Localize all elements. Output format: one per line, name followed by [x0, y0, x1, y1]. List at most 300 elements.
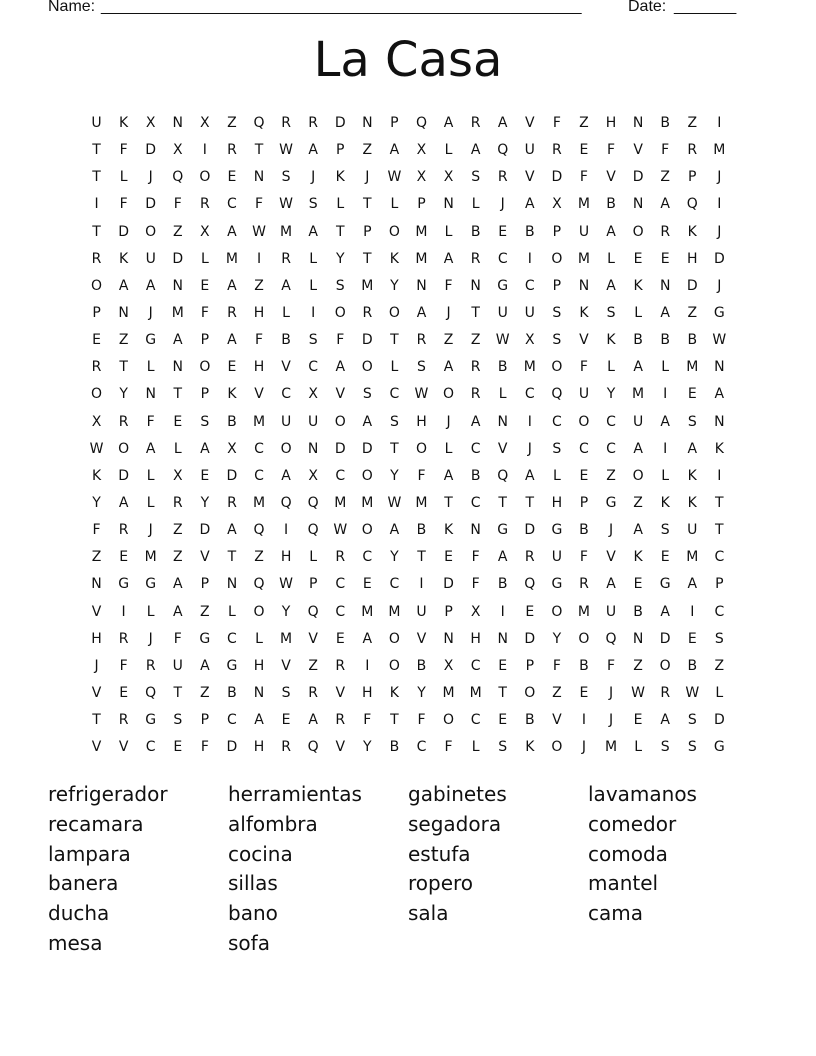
grid-letter: E [200, 277, 210, 294]
grid-letter: S [417, 359, 426, 376]
grid-letter: E [687, 630, 697, 647]
grid-letter: C [579, 440, 589, 457]
grid-letter: V [335, 739, 346, 756]
word-bank-item: lampara [48, 841, 131, 866]
grid-letter: D [361, 332, 373, 349]
grid-letter: F [606, 657, 616, 674]
grid-letter: Z [200, 684, 210, 701]
grid-letter: B [606, 196, 616, 213]
grid-letter: B [389, 739, 400, 756]
grid-letter: P [200, 712, 210, 729]
grid-letter: B [281, 332, 291, 349]
grid-letter: L [634, 739, 642, 756]
grid-row [83, 626, 733, 653]
grid-letter: W [279, 142, 293, 159]
grid-letter: X [227, 440, 237, 457]
grid-letter: A [443, 359, 454, 376]
grid-letter: T [227, 549, 237, 566]
grid-letter: D [226, 739, 238, 756]
grid-letter: A [172, 603, 183, 620]
grid-letter: R [497, 169, 508, 186]
grid-letter: E [362, 576, 372, 593]
grid-letter: W [631, 684, 646, 701]
grid-letter: L [390, 196, 399, 213]
word-bank-item: gabinetes [408, 782, 507, 806]
grid-letter: A [118, 277, 129, 294]
grid-letter: A [308, 223, 318, 240]
grid-letter: W [333, 522, 348, 539]
grid-letter: J [446, 413, 451, 430]
grid-letter: B [660, 332, 670, 349]
grid-row [83, 273, 733, 300]
grid-letter: C [389, 386, 400, 403]
grid-letter: D [686, 277, 698, 294]
grid-letter: G [145, 332, 157, 349]
grid-letter: B [227, 413, 237, 430]
word-bank-item: sofa [228, 930, 270, 955]
word-bank-item: ducha [48, 901, 110, 926]
grid-letter: B [524, 223, 535, 240]
grid-letter: U [578, 386, 590, 403]
grid-letter: A [660, 603, 670, 620]
word-bank-item: sala [408, 901, 449, 926]
grid-letter: A [660, 413, 670, 430]
grid-letter: L [200, 250, 209, 267]
grid-letter: C [281, 386, 291, 403]
grid-letter: C [362, 549, 373, 566]
grid-letter: N [172, 359, 184, 376]
grid-letter: A [281, 277, 291, 294]
grid-letter: A [497, 115, 508, 131]
grid-letter: M [686, 359, 699, 376]
grid-letter: C [497, 250, 508, 267]
grid-letter: I [121, 603, 126, 620]
grid-letter: E [687, 386, 697, 403]
grid-letter: R [91, 250, 102, 267]
grid-letter: C [335, 576, 346, 593]
grid-letter: V [254, 386, 264, 403]
grid-row [83, 653, 733, 680]
grid-letter: O [361, 522, 373, 539]
grid-letter: K [579, 304, 589, 321]
grid-letter: J [94, 657, 99, 674]
grid-letter: V [281, 359, 291, 376]
grid-letter: F [552, 657, 561, 674]
grid-letter: B [633, 332, 643, 349]
grid-letter: C [335, 603, 346, 620]
grid-letter: M [415, 494, 428, 511]
grid-letter: L [146, 603, 155, 620]
word-bank-item: alfombra [228, 811, 318, 836]
grid-letter: A [660, 304, 670, 321]
grid-letter: M [144, 549, 157, 566]
grid-letter: L [282, 304, 290, 321]
grid-letter: D [524, 522, 536, 539]
grid-letter: X [416, 169, 427, 186]
grid-letter: J [148, 522, 153, 539]
grid-letter: N [416, 277, 427, 294]
grid-letter: M [523, 359, 536, 376]
grid-letter: H [416, 413, 427, 430]
grid-letter: K [119, 250, 129, 267]
grid-letter: K [687, 494, 697, 511]
grid-row [83, 137, 733, 164]
grid-letter: R [416, 332, 427, 349]
grid-letter: J [148, 169, 153, 186]
grid-letter: A [308, 142, 318, 159]
grid-letter: O [145, 223, 157, 240]
word-bank-item: recamara [48, 811, 144, 836]
grid-letter: E [660, 250, 670, 267]
grid-letter: O [659, 657, 671, 674]
grid-letter: E [633, 712, 643, 729]
grid-letter: G [199, 630, 211, 647]
grid-letter: A [470, 142, 481, 159]
grid-letter: E [444, 549, 453, 566]
grid-letter: O [361, 467, 373, 484]
grid-row [83, 517, 733, 544]
grid-letter: S [389, 413, 399, 430]
grid-letter: E [173, 739, 183, 756]
grid-letter: I [690, 603, 695, 620]
grid-letter: F [119, 142, 128, 159]
grid-letter: O [91, 386, 103, 403]
grid-letter: M [442, 684, 455, 701]
grid-letter: Y [390, 277, 399, 294]
grid-letter: L [309, 250, 318, 267]
grid-letter: D [145, 142, 157, 159]
grid-row [83, 381, 733, 408]
grid-letter: I [663, 386, 668, 403]
grid-letter: F [579, 549, 588, 566]
grid-letter: G [145, 712, 157, 729]
grid-letter: Q [605, 630, 617, 647]
grid-letter: I [500, 603, 505, 620]
grid-letter: A [470, 413, 481, 430]
grid-letter: T [92, 169, 101, 186]
grid-letter: X [308, 467, 318, 484]
grid-letter: T [173, 684, 183, 701]
grid-letter: T [363, 250, 372, 267]
grid-letter: K [91, 467, 102, 484]
grid-letter: L [607, 250, 615, 267]
word-bank-item: sillas [228, 871, 278, 896]
grid-letter: D [632, 169, 644, 186]
word-bank-item: cocina [228, 841, 293, 866]
grid-letter: Q [307, 494, 319, 511]
grid-letter: U [687, 522, 698, 539]
grid-letter: M [415, 223, 428, 240]
grid-letter: S [687, 413, 697, 430]
grid-letter: A [443, 467, 454, 484]
grid-letter: V [579, 332, 589, 349]
grid-letter: O [199, 359, 211, 376]
grid-letter: O [443, 712, 455, 729]
grid-letter: O [443, 386, 455, 403]
grid-letter: R [172, 494, 183, 511]
word-bank-item: estufa [408, 841, 471, 866]
grid-letter: C [606, 440, 616, 457]
grid-letter: U [551, 549, 562, 566]
grid-letter: W [685, 684, 700, 701]
word-bank-item: bano [228, 901, 278, 926]
grid-letter: S [552, 440, 562, 457]
grid-letter: M [577, 603, 590, 620]
grid-letter: F [254, 332, 264, 349]
grid-letter: Z [443, 332, 454, 349]
grid-letter: L [471, 196, 480, 213]
grid-letter: V [91, 684, 102, 701]
grid-letter: E [200, 467, 210, 484]
grid-letter: J [148, 304, 153, 321]
grid-letter: A [172, 332, 183, 349]
grid-letter: T [444, 494, 453, 511]
grid-letter: T [92, 142, 101, 159]
grid-letter: E [335, 630, 345, 647]
grid-letter: J [311, 169, 316, 186]
grid-row [83, 110, 733, 137]
grid-letter: H [91, 630, 102, 647]
grid-letter: N [632, 630, 644, 647]
grid-letter: T [92, 712, 101, 729]
grid-letter: Z [200, 603, 210, 620]
grid-letter: J [608, 684, 614, 701]
grid-letter: N [497, 413, 508, 430]
word-bank-column [408, 780, 588, 929]
grid-letter: X [200, 223, 210, 240]
grid-letter: N [443, 630, 454, 647]
grid-letter: C [416, 739, 427, 756]
grid-letter: N [307, 440, 319, 457]
grid-letter: K [119, 115, 129, 131]
grid-row [83, 409, 733, 436]
grid-letter: E [579, 467, 589, 484]
grid-letter: M [280, 223, 293, 240]
grid-letter: Z [579, 115, 589, 131]
grid-letter: D [145, 196, 157, 213]
grid-letter: K [633, 549, 643, 566]
grid-letter: Z [606, 467, 616, 484]
grid-letter: B [416, 522, 427, 539]
grid-letter: Y [552, 630, 562, 647]
grid-letter: K [335, 169, 345, 186]
grid-letter: K [687, 223, 697, 240]
name-line: ______________________________________________________ [101, 0, 582, 15]
grid-letter: P [552, 223, 562, 240]
word-bank-item: lavamanos [588, 782, 697, 806]
grid-letter: C [714, 603, 725, 620]
grid-letter: N [714, 413, 725, 430]
grid-row [83, 680, 733, 707]
grid-letter: A [606, 277, 616, 294]
grid-letter: J [527, 440, 532, 457]
grid-letter: B [416, 657, 427, 674]
grid-letter: Z [172, 223, 183, 240]
grid-letter: R [335, 657, 346, 674]
grid-letter: Q [307, 522, 319, 539]
grid-letter: J [717, 277, 722, 294]
grid-letter: C [335, 467, 346, 484]
grid-letter: F [173, 196, 182, 213]
grid-letter: Q [524, 576, 536, 593]
grid-letter: H [605, 115, 617, 131]
grid-letter: Q [415, 115, 427, 131]
grid-letter: H [470, 630, 481, 647]
grid-letter: N [470, 277, 481, 294]
grid-letter: F [444, 277, 453, 294]
grid-letter: L [498, 386, 507, 403]
grid-letter: O [551, 250, 563, 267]
grid-letter: M [577, 250, 590, 267]
grid-letter: N [91, 576, 102, 593]
grid-letter: Z [254, 277, 264, 294]
grid-letter: H [551, 494, 563, 511]
grid-letter: I [581, 712, 587, 729]
grid-letter: N [253, 684, 265, 701]
grid-letter: S [308, 332, 318, 349]
grid-letter: M [469, 684, 482, 701]
grid-letter: R [362, 304, 373, 321]
grid-letter: N [714, 359, 725, 376]
grid-letter: R [470, 115, 481, 131]
grid-letter: E [92, 332, 101, 349]
grid-letter: J [500, 196, 505, 213]
grid-letter: T [417, 549, 426, 566]
grid-letter: R [470, 250, 481, 267]
grid-letter: D [118, 223, 129, 240]
grid-letter: Z [687, 115, 698, 131]
grid-letter: T [498, 684, 507, 701]
grid-letter: O [253, 603, 265, 620]
grid-letter: L [634, 304, 642, 321]
grid-letter: F [254, 196, 264, 213]
grid-letter: A [254, 712, 264, 729]
grid-letter: I [527, 250, 532, 267]
grid-letter: G [659, 576, 671, 593]
grid-letter: Q [497, 142, 509, 159]
grid-letter: L [309, 277, 318, 294]
grid-letter: A [172, 576, 183, 593]
grid-letter: V [335, 386, 346, 403]
grid-letter: O [578, 413, 590, 430]
grid-letter: R [470, 359, 481, 376]
grid-letter: X [416, 142, 427, 159]
grid-letter: P [336, 142, 345, 159]
grid-letter: C [470, 440, 481, 457]
grid-letter: E [227, 359, 237, 376]
grid-letter: Q [551, 386, 563, 403]
grid-letter: N [659, 277, 671, 294]
grid-letter: X [470, 603, 481, 620]
grid-row [83, 544, 733, 571]
word-bank-column [588, 780, 768, 929]
grid-letter: R [118, 712, 129, 729]
grid-letter: U [524, 142, 535, 159]
grid-letter: Z [714, 657, 725, 674]
grid-letter: E [525, 603, 535, 620]
grid-letter: N [443, 196, 454, 213]
grid-letter: V [606, 169, 616, 186]
grid-letter: D [524, 630, 536, 647]
grid-letter: F [552, 115, 561, 131]
grid-letter: Y [119, 386, 128, 403]
grid-row [83, 191, 733, 218]
word-search-grid [83, 110, 733, 761]
grid-letter: O [388, 630, 400, 647]
grid-letter: I [284, 522, 289, 539]
grid-letter: N [118, 304, 129, 321]
grid-letter: P [444, 603, 453, 620]
grid-letter: B [470, 223, 481, 240]
grid-letter: L [336, 196, 345, 213]
grid-letter: F [417, 712, 426, 729]
grid-letter: I [419, 576, 424, 593]
grid-letter: C [470, 494, 481, 511]
grid-letter: Q [172, 169, 184, 186]
grid-letter: N [632, 196, 644, 213]
grid-letter: O [118, 440, 130, 457]
grid-letter: M [225, 250, 238, 267]
grid-letter: E [119, 684, 129, 701]
grid-letter: X [524, 332, 535, 349]
grid-letter: B [470, 467, 481, 484]
word-bank-item: segadora [408, 811, 502, 836]
grid-letter: Y [335, 250, 345, 267]
grid-letter: Y [390, 549, 399, 566]
grid-letter: S [660, 522, 670, 539]
grid-letter: T [525, 494, 535, 511]
grid-letter: A [525, 467, 535, 484]
grid-letter: L [309, 549, 318, 566]
grid-letter: X [172, 467, 183, 484]
grid-letter: V [606, 549, 616, 566]
grid-letter: U [91, 115, 102, 131]
grid-letter: P [715, 576, 724, 593]
grid-row [83, 164, 733, 191]
grid-letter: G [145, 576, 157, 593]
grid-letter: G [497, 522, 509, 539]
grid-letter: Z [227, 115, 237, 131]
grid-letter: F [444, 739, 453, 756]
grid-letter: M [361, 277, 374, 294]
grid-letter: S [552, 332, 562, 349]
grid-letter: K [227, 386, 237, 403]
grid-letter: I [663, 440, 668, 457]
grid-letter: Y [606, 386, 616, 403]
grid-letter: P [308, 576, 318, 593]
grid-letter: E [173, 413, 183, 430]
grid-letter: L [607, 359, 615, 376]
grid-letter: U [145, 250, 156, 267]
grid-letter: S [714, 630, 724, 647]
grid-letter: Z [633, 657, 643, 674]
date-label: Date: [628, 0, 667, 15]
grid-letter: L [146, 467, 155, 484]
grid-letter: M [415, 250, 428, 267]
grid-letter: O [551, 603, 563, 620]
grid-letter: E [119, 549, 129, 566]
grid-letter: X [443, 169, 454, 186]
word-bank-item: banera [48, 871, 119, 896]
grid-letter: M [252, 494, 266, 511]
grid-letter: F [173, 630, 182, 647]
grid-letter: L [444, 142, 453, 159]
grid-letter: A [633, 522, 643, 539]
grid-letter: K [389, 250, 399, 267]
grid-letter: S [281, 169, 291, 186]
grid-letter: H [253, 359, 265, 376]
grid-letter: H [253, 739, 265, 756]
